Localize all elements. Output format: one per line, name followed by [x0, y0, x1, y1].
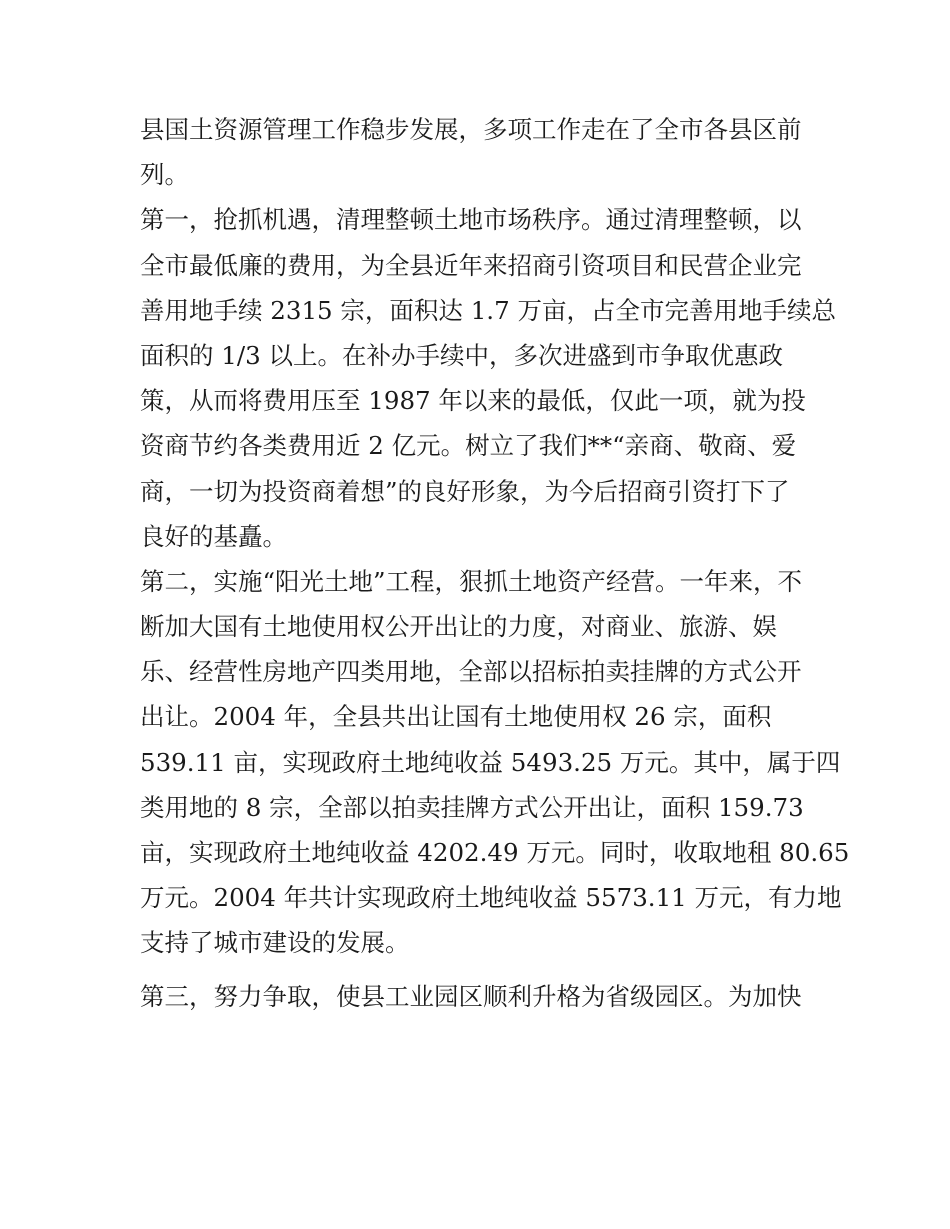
text-line: 县国土资源管理工作稳步发展，多项工作走在了全市各县区前	[140, 115, 802, 144]
text-line: 资商节约各类费用近 2 亿元。树立了我们**“亲商、敬商、爱	[140, 431, 797, 461]
text-line: 类用地的 8 宗，全部以拍卖挂牌方式公开出让，面积 159.73	[140, 792, 804, 822]
text-line: 539.11 亩，实现政府土地纯收益 5493.25 万元。其中，属于四	[140, 747, 841, 777]
text-line: 第二，实施“阳光土地”工程，狠抓土地资产经营。一年来，不	[140, 566, 803, 596]
paragraph-gap	[140, 966, 820, 974]
text-line: 断加大国有土地使用权公开出让的力度，对商业、旅游、娱	[140, 612, 777, 642]
text-line: 商，一切为投资商着想”的良好形象，为今后招商引资打下了	[140, 476, 790, 506]
text-line: 善用地手续 2315 宗，面积达 1.7 万亩，占全市完善用地手续总	[140, 295, 836, 325]
text-line: 第一，抢抓机遇，清理整顿土地市场秩序。通过清理整顿，以	[140, 205, 802, 235]
paragraph-third	[140, 974, 820, 1019]
paragraph-first	[140, 197, 836, 559]
text-line: 策，从而将费用压至 1987 年以来的最低，仅此一项，就为投	[140, 386, 806, 416]
text-line: 乐、经营性房地产四类用地，全部以招标拍卖挂牌的方式公开	[140, 657, 802, 687]
paragraph-second	[140, 559, 850, 966]
text-line: 列。	[140, 160, 189, 190]
paragraph-intro	[140, 107, 820, 197]
text-line: 出让。2004 年，全县共出让国有土地使用权 26 宗，面积	[140, 702, 772, 732]
text-line: 万元。2004 年共计实现政府土地纯收益 5573.11 万元，有力地	[140, 883, 842, 913]
document-body	[140, 107, 850, 1019]
text-line: 良好的基矗。	[140, 521, 287, 551]
text-line: 全市最低廉的费用，为全县近年来招商引资项目和民营企业完	[140, 250, 802, 280]
text-line: 第三，努力争取，使县工业园区顺利升格为省级园区。为加快	[140, 981, 802, 1011]
text-line: 面积的 1/3 以上。在补办手续中，多次进盛到市争取优惠政	[140, 340, 784, 370]
text-line: 支持了城市建设的发展。	[140, 928, 410, 958]
text-line: 亩，实现政府土地纯收益 4202.49 万元。同时，收取地租 80.65	[140, 838, 850, 867]
